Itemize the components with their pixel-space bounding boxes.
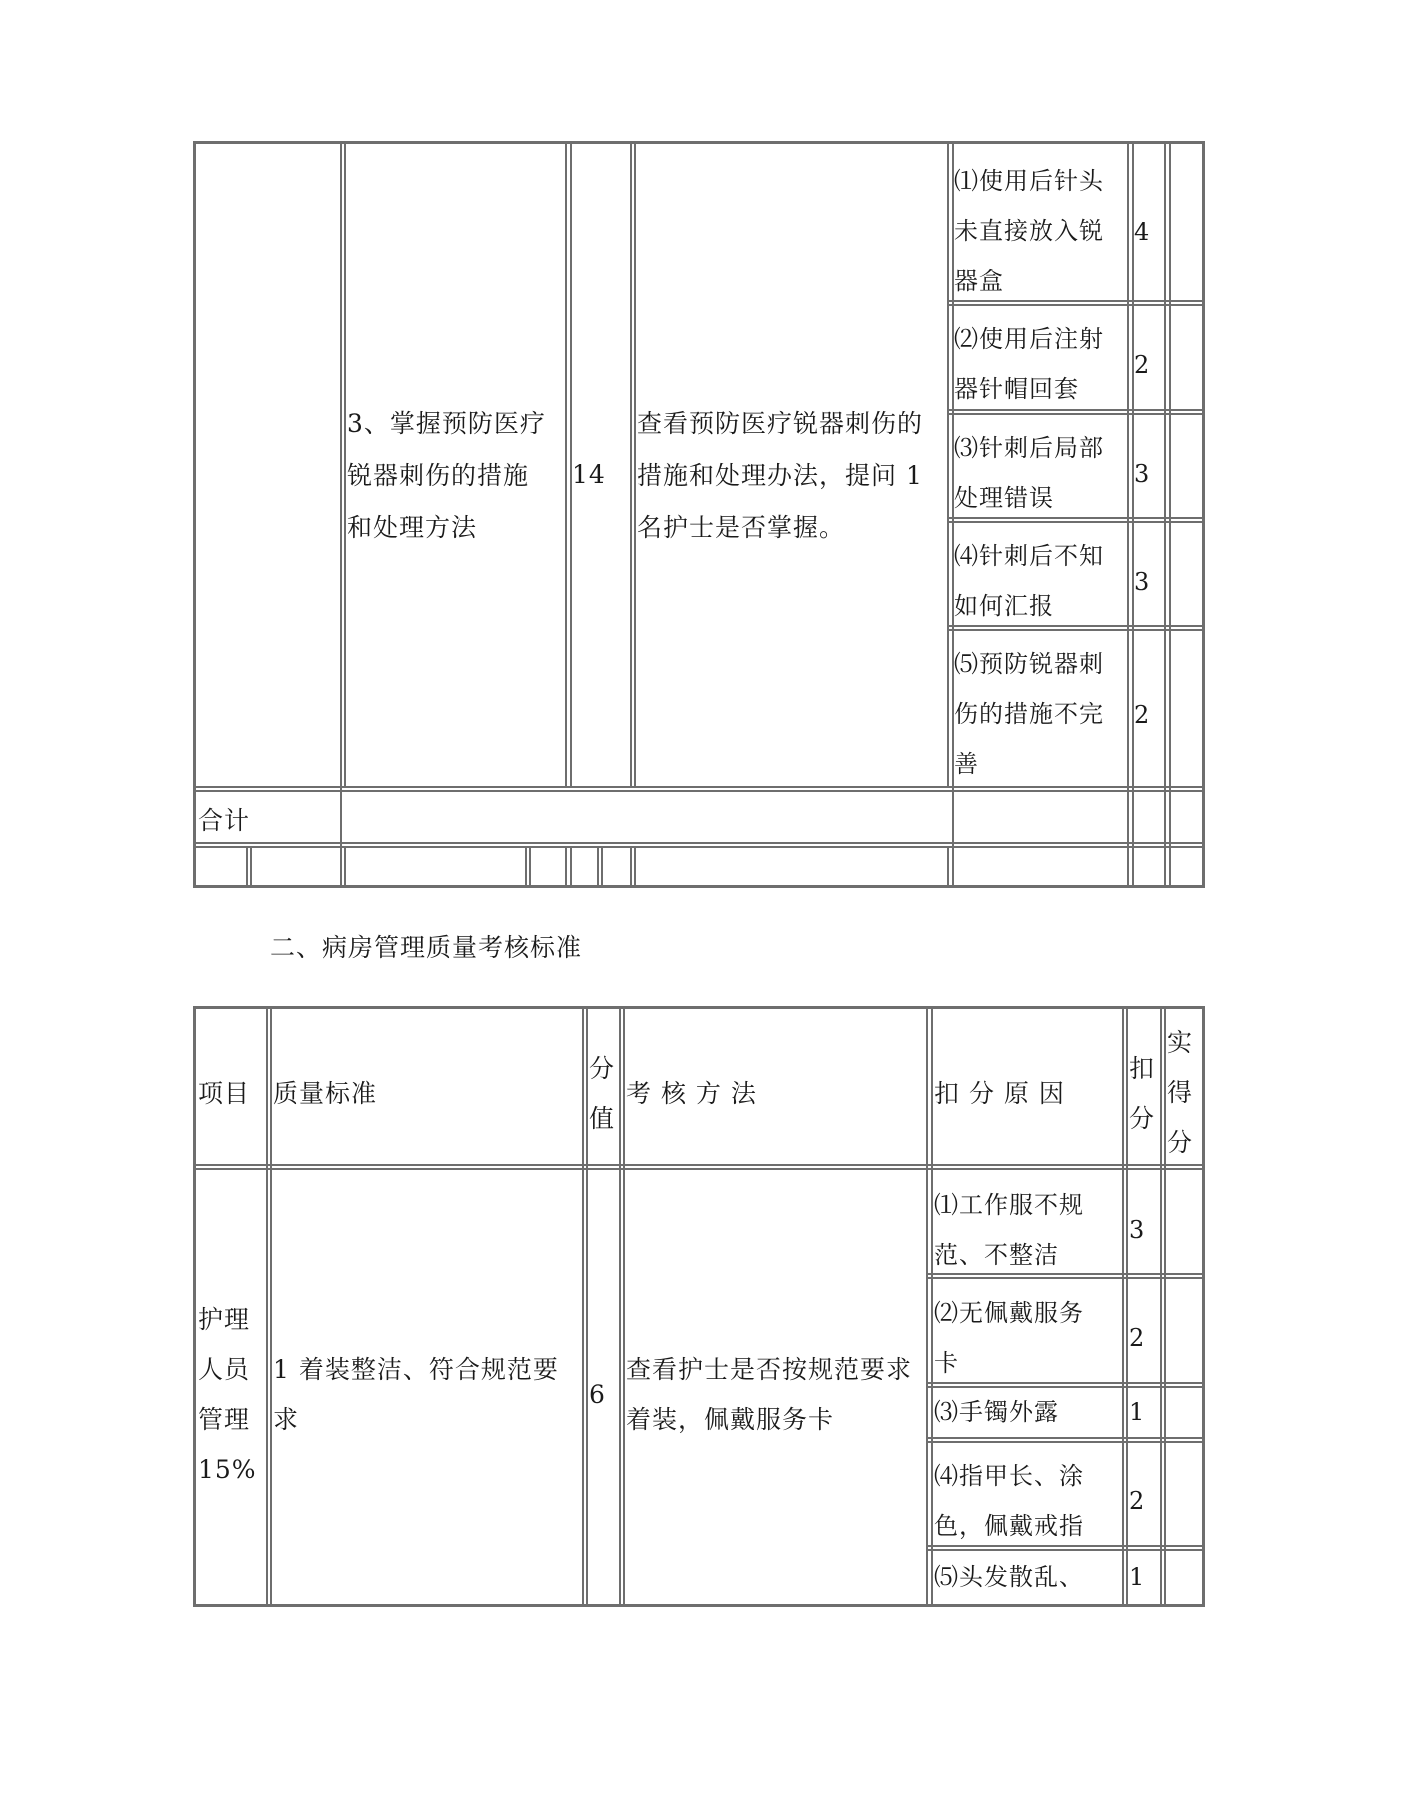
score-cell: 14 <box>572 460 606 489</box>
header-deduct: 扣 分 <box>1129 1054 1156 1133</box>
deduction-points: 3 <box>1134 460 1151 488</box>
header-project: 项目 <box>198 1079 251 1108</box>
deduction-points: 3 <box>1134 568 1151 596</box>
header-reason: 扣 分 原 因 <box>934 1079 1065 1108</box>
deduction-reason: ⑴使用后针头 未直接放入锐 器盒 <box>954 167 1104 295</box>
deduction-reason: ⑴工作服不规 范、不整洁 <box>934 1191 1084 1269</box>
header-score: 分 值 <box>589 1054 616 1133</box>
deduction-points: 2 <box>1129 1487 1146 1515</box>
quality-standard-cell: 1 着装整洁、符合规范要 求 <box>273 1355 559 1434</box>
header-actual: 实 得 分 <box>1167 1028 1194 1157</box>
score-cell: 6 <box>589 1380 606 1409</box>
header-method: 考 核 方 法 <box>626 1079 757 1108</box>
total-label: 合计 <box>198 806 251 835</box>
deduction-points: 2 <box>1129 1324 1146 1352</box>
deduction-reason: ⑶手镯外露 <box>934 1398 1059 1426</box>
section-heading: 二、病房管理质量考核标准 <box>270 933 583 962</box>
deduction-points: 2 <box>1134 701 1151 729</box>
quality-standard-cell: 3、掌握预防医疗 锐器刺伤的措施 和处理方法 <box>347 409 546 542</box>
header-standard: 质量标准 <box>273 1079 378 1108</box>
deduction-points: 3 <box>1129 1216 1146 1244</box>
deduction-points: 4 <box>1134 218 1151 246</box>
deduction-reason: ⑸头发散乱、 <box>934 1563 1084 1591</box>
deduction-points: 2 <box>1134 351 1151 379</box>
deduction-reason: ⑵无佩戴服务 卡 <box>934 1299 1084 1377</box>
deduction-reason: ⑷指甲长、涂 色，佩戴戒指 <box>934 1462 1084 1540</box>
deduction-points: 1 <box>1129 1398 1146 1426</box>
deduction-points: 1 <box>1129 1563 1146 1591</box>
deduction-reason: ⑸预防锐器刺 伤的措施不完 善 <box>954 650 1104 778</box>
deduction-reason: ⑵使用后注射 器针帽回套 <box>954 325 1104 403</box>
deduction-reason: ⑷针刺后不知 如何汇报 <box>954 542 1104 620</box>
assessment-method-cell: 查看预防医疗锐器刺伤的 措施和处理办法，提问 1 名护士是否掌握。 <box>637 409 924 542</box>
deduction-reason: ⑶针刺后局部 处理错误 <box>954 434 1104 512</box>
assessment-method-cell: 查看护士是否按规范要求 着装，佩戴服务卡 <box>626 1355 913 1434</box>
project-cell: 护理 人员 管理 15% <box>198 1305 257 1484</box>
